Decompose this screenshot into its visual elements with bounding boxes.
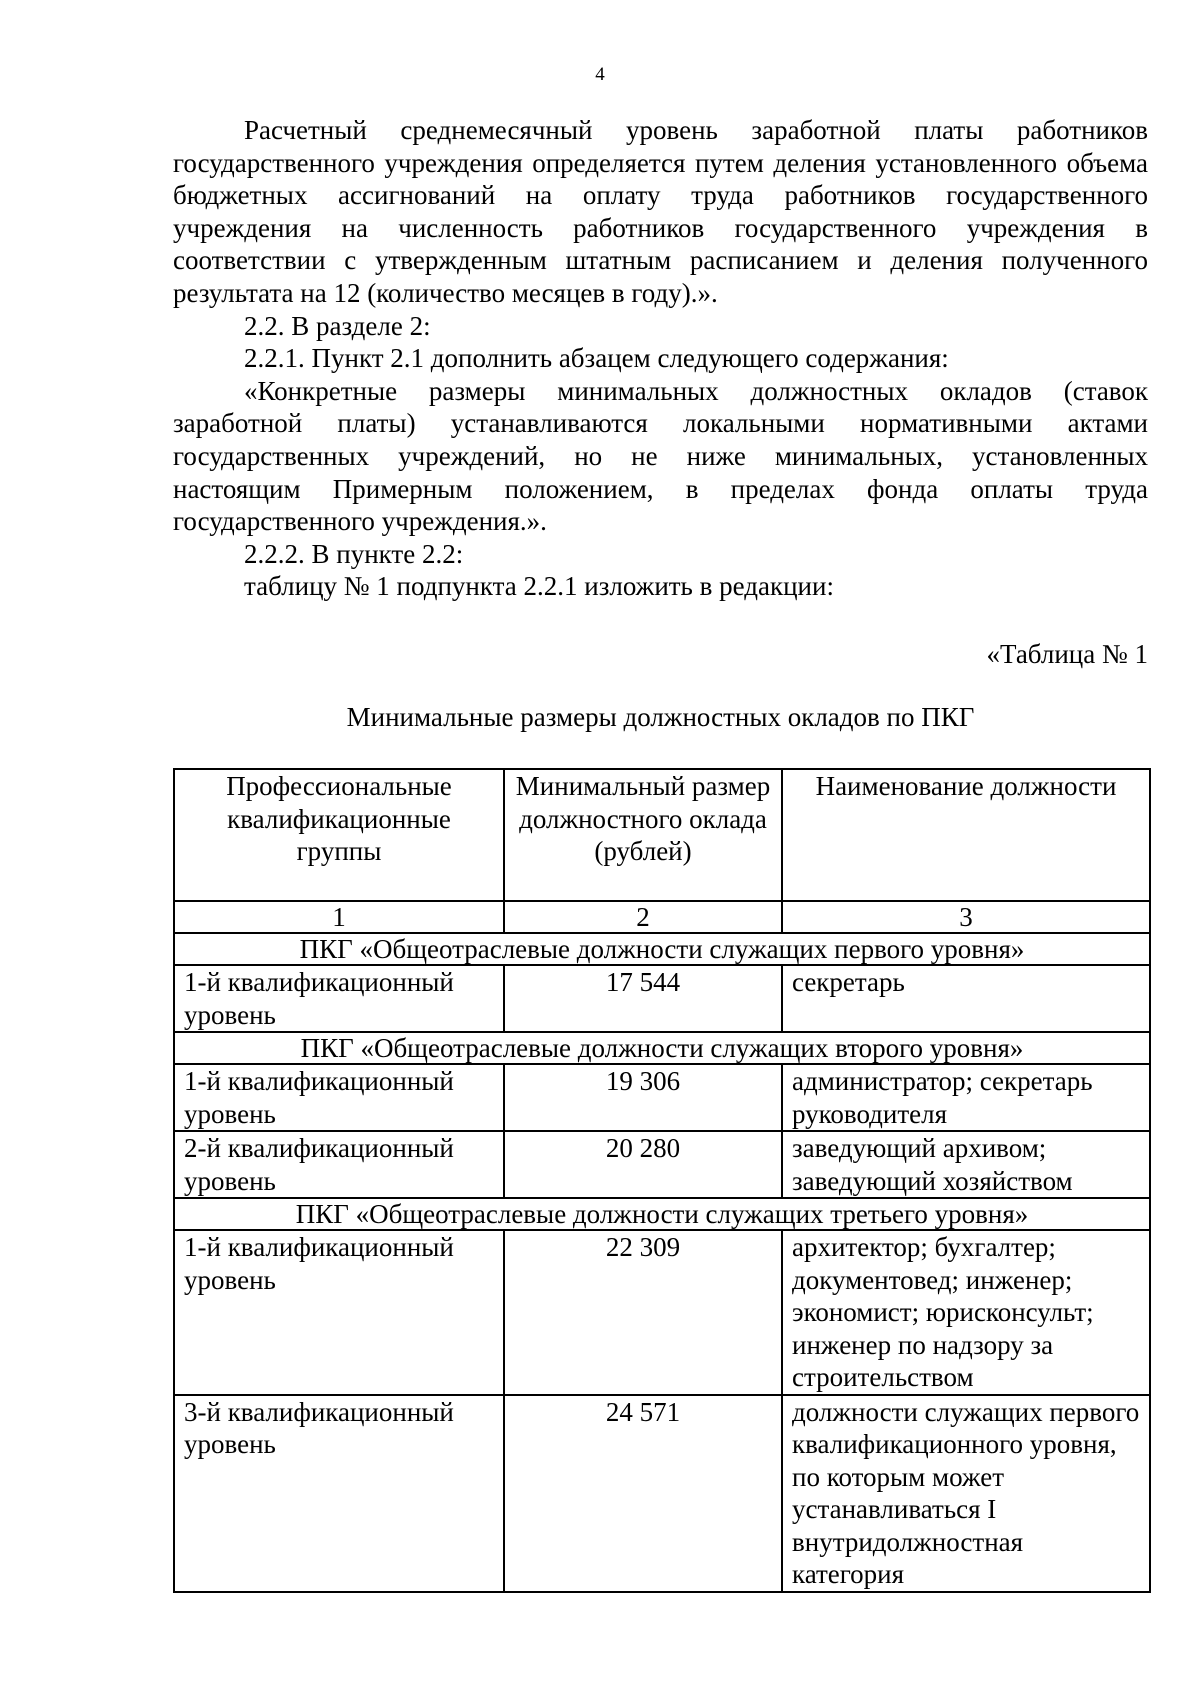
table-row <box>174 1230 1150 1395</box>
group-header-row <box>174 933 1150 965</box>
qualification-level: 1-й квалификационный уровень <box>174 1064 504 1131</box>
salary-value: 24 571 <box>504 1395 782 1592</box>
position-names: администратор; секретарь руководителя <box>782 1064 1150 1131</box>
column-number: 2 <box>504 901 782 933</box>
paragraph-section-2-2: 2.2. В разделе 2: <box>244 310 431 341</box>
column-number-row <box>174 901 1150 933</box>
table-row <box>174 1064 1150 1131</box>
paragraph-section-2-2-2: 2.2.2. В пункте 2.2: <box>244 538 464 569</box>
position-names: заведующий архивом; заведующий хозяйством <box>782 1131 1150 1198</box>
table-header-row <box>174 769 1150 901</box>
header-min-salary: Минимальный размер должностного оклада (рублей) <box>504 769 782 901</box>
group-header-row <box>174 1198 1150 1230</box>
document-body <box>173 114 1148 603</box>
qualification-level: 2-й квалификационный уровень <box>174 1131 504 1198</box>
position-names: секретарь <box>782 965 1150 1032</box>
salary-value: 20 280 <box>504 1131 782 1198</box>
group-title-second-level: ПКГ «Общеотраслевые должности служащих второго уровня» <box>174 1032 1150 1064</box>
paragraph-salary-calculation: Расчетный среднемесячный уровень заработной платы работников государственного учреждения определяется путем деления установленного объема бюджетных ассигнований на оплату труда работников государственного учреждения на численность работников государственного учреждения в соответствии с утвержденным штатным расписанием и деления полученного результата на 12 (количество месяцев в году).». <box>173 115 1148 308</box>
group-title-first-level: ПКГ «Общеотраслевые должности служащих первого уровня» <box>174 933 1150 965</box>
table-title: Минимальные размеры должностных окладов по ПКГ <box>346 702 975 732</box>
table-row <box>174 1131 1150 1198</box>
position-names: архитектор; бухгалтер; документовед; инженер; экономист; юрисконсульт; инженер по надзору за строительством <box>782 1230 1150 1395</box>
column-number: 3 <box>782 901 1150 933</box>
salary-value: 22 309 <box>504 1230 782 1395</box>
table-row <box>174 965 1150 1032</box>
qualification-level: 1-й квалификационный уровень <box>174 965 504 1032</box>
salary-value: 17 544 <box>504 965 782 1032</box>
table-caption: «Таблица № 1 <box>986 639 1148 669</box>
column-number: 1 <box>174 901 504 933</box>
group-title-third-level: ПКГ «Общеотраслевые должности служащих третьего уровня» <box>174 1198 1150 1230</box>
header-pkg-groups: Профессиональные квалификационные группы <box>174 769 504 901</box>
salary-table <box>173 768 1151 1593</box>
page-number: 4 <box>595 64 605 85</box>
paragraph-table-revision: таблицу № 1 подпункта 2.2.1 изложить в редакции: <box>244 571 834 602</box>
salary-value: 19 306 <box>504 1064 782 1131</box>
qualification-level: 3-й квалификационный уровень <box>174 1395 504 1592</box>
position-names: должности служащих первого квалификационного уровня, по которым может устанавливаться I внутридолжностная категория <box>782 1395 1150 1592</box>
header-position-name: Наименование должности <box>782 769 1150 901</box>
paragraph-specific-salaries: «Конкретные размеры минимальных должностных окладов (ставок заработной платы) устанавливаются локальными нормативными актами государственных учреждений, но не ниже минимальных, установленных настоящим Примерным положением, в пределах фонда оплаты труда государственного учреждения.». <box>173 375 1148 537</box>
table-row <box>174 1395 1150 1592</box>
group-header-row <box>174 1032 1150 1064</box>
qualification-level: 1-й квалификационный уровень <box>174 1230 504 1395</box>
paragraph-section-2-2-1: 2.2.1. Пункт 2.1 дополнить абзацем следующего содержания: <box>244 343 949 374</box>
